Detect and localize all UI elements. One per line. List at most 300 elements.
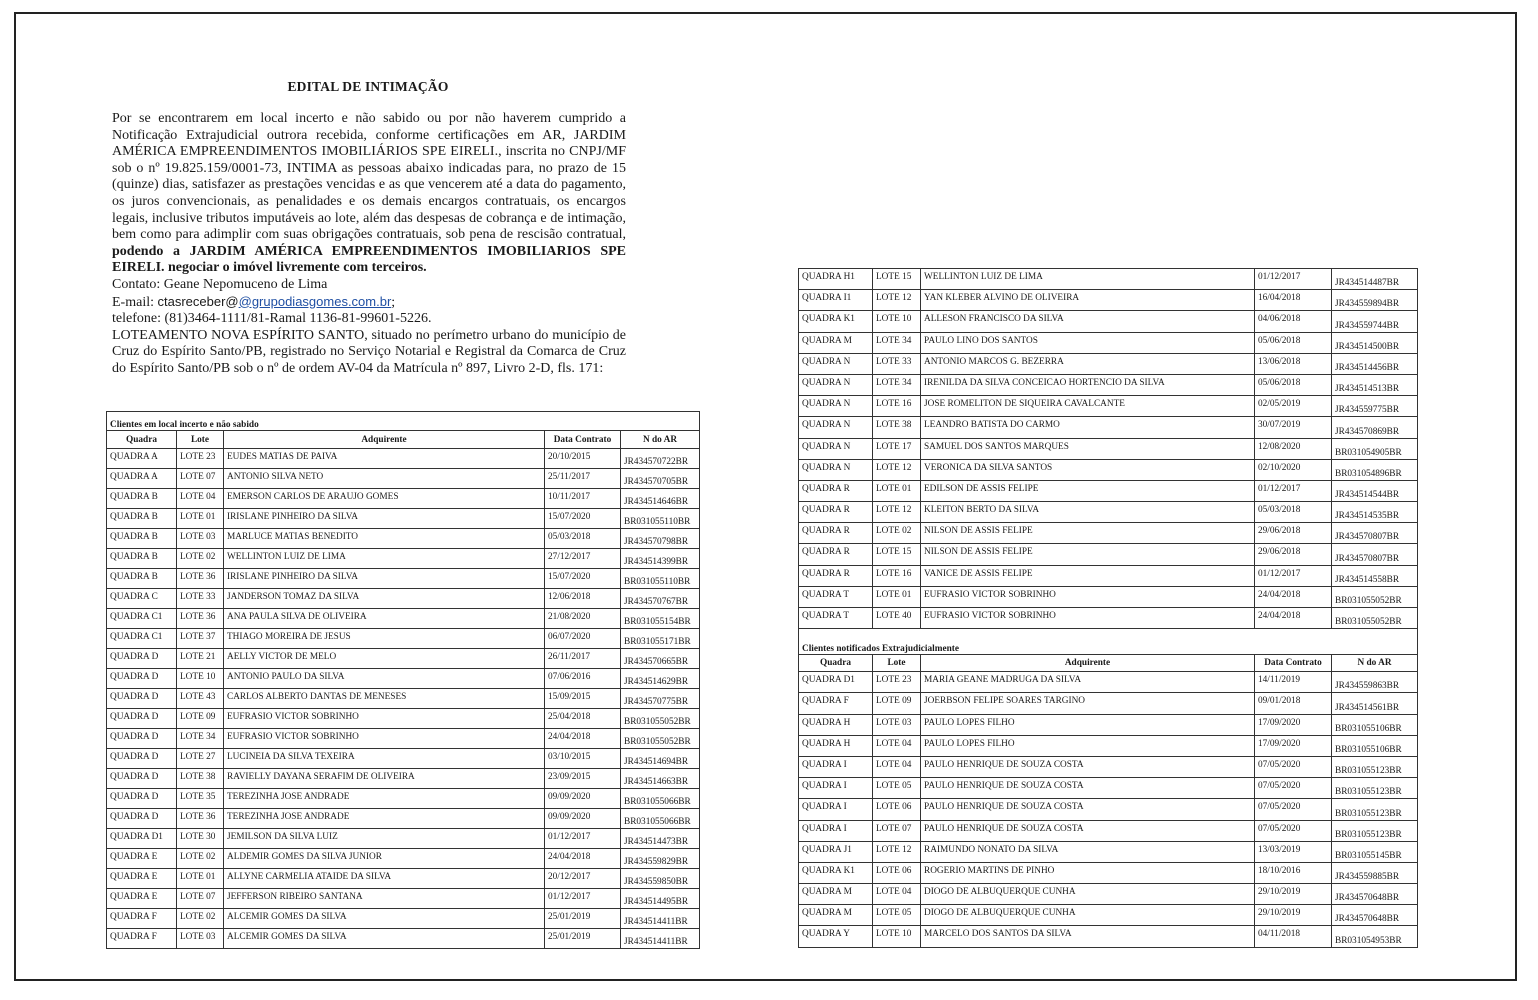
cell-quadra: QUADRA D1 bbox=[799, 672, 873, 693]
cell-data-contrato: 05/06/2018 bbox=[1255, 374, 1332, 395]
table-row bbox=[799, 290, 1418, 311]
table-row bbox=[107, 689, 700, 709]
cell-data-contrato: 24/04/2018 bbox=[545, 729, 621, 749]
cell-lote: LOTE 02 bbox=[873, 523, 921, 544]
cell-lote: LOTE 05 bbox=[873, 778, 921, 799]
cell-adquirente: IRISLANE PINHEIRO DA SILVA bbox=[224, 569, 545, 589]
cell-lote: LOTE 15 bbox=[873, 544, 921, 565]
cell-lote: LOTE 34 bbox=[873, 374, 921, 395]
cell-numero-ar: JR434570798BR bbox=[621, 529, 700, 549]
table-row bbox=[107, 829, 700, 849]
cell-quadra: QUADRA N bbox=[799, 438, 873, 459]
cell-quadra: QUADRA M bbox=[799, 884, 873, 905]
cell-lote: LOTE 03 bbox=[177, 529, 224, 549]
table-row bbox=[799, 311, 1418, 332]
cell-numero-ar: BR031055123BR bbox=[1332, 799, 1418, 820]
email-label: E-mail: bbox=[112, 294, 158, 310]
cell-lote: LOTE 06 bbox=[873, 862, 921, 883]
cell-quadra: QUADRA H bbox=[799, 735, 873, 756]
cell-quadra: QUADRA D bbox=[107, 689, 177, 709]
cell-numero-ar: JR434570665BR bbox=[621, 649, 700, 669]
table-row bbox=[107, 489, 700, 509]
cell-quadra: QUADRA M bbox=[799, 332, 873, 353]
cell-quadra: QUADRA I bbox=[799, 756, 873, 777]
cell-lote: LOTE 34 bbox=[873, 332, 921, 353]
cell-lote: LOTE 10 bbox=[873, 926, 921, 947]
cell-data-contrato: 25/04/2018 bbox=[545, 709, 621, 729]
document-title: EDITAL DE INTIMAÇÃO bbox=[287, 79, 449, 94]
table-row bbox=[107, 649, 700, 669]
cell-data-contrato: 30/07/2019 bbox=[1255, 417, 1332, 438]
cell-lote: LOTE 16 bbox=[873, 565, 921, 586]
cell-adquirente: IRISLANE PINHEIRO DA SILVA bbox=[224, 509, 545, 529]
cell-data-contrato: 13/06/2018 bbox=[1255, 353, 1332, 374]
cell-data-contrato: 03/10/2015 bbox=[545, 749, 621, 769]
cell-adquirente: AELLY VICTOR DE MELO bbox=[224, 649, 545, 669]
table-spacer-row bbox=[799, 629, 1418, 645]
cell-adquirente: ALDEMIR GOMES DA SILVA JUNIOR bbox=[224, 849, 545, 869]
cell-quadra: QUADRA N bbox=[799, 396, 873, 417]
cell-data-contrato: 16/04/2018 bbox=[1255, 290, 1332, 311]
cell-quadra: QUADRA B bbox=[107, 509, 177, 529]
cell-data-contrato: 07/05/2020 bbox=[1255, 820, 1332, 841]
cell-quadra: QUADRA D1 bbox=[107, 829, 177, 849]
cell-adquirente: LEANDRO BATISTA DO CARMO bbox=[921, 417, 1255, 438]
cell-adquirente: EDILSON DE ASSIS FELIPE bbox=[921, 480, 1255, 501]
table-row bbox=[107, 549, 700, 569]
cell-numero-ar: JR434514473BR bbox=[621, 829, 700, 849]
cell-data-contrato: 05/03/2018 bbox=[1255, 502, 1332, 523]
column-header: N do AR bbox=[621, 431, 700, 449]
table-row bbox=[107, 749, 700, 769]
cell-quadra: QUADRA N bbox=[799, 374, 873, 395]
cell-data-contrato: 20/12/2017 bbox=[545, 869, 621, 889]
table-right bbox=[798, 268, 1418, 948]
cell-numero-ar: JR434514399BR bbox=[621, 549, 700, 569]
cell-quadra: QUADRA C1 bbox=[107, 609, 177, 629]
cell-data-contrato: 05/03/2018 bbox=[545, 529, 621, 549]
cell-adquirente: EUFRASIO VICTOR SOBRINHO bbox=[921, 608, 1255, 629]
cell-data-contrato: 17/09/2020 bbox=[1255, 714, 1332, 735]
cell-data-contrato: 01/12/2017 bbox=[545, 889, 621, 909]
cell-numero-ar: JR434514558BR bbox=[1332, 565, 1418, 586]
table-caption-row bbox=[799, 644, 1418, 655]
table-spacer bbox=[799, 629, 1418, 645]
table-body bbox=[799, 269, 1418, 629]
cell-numero-ar: JR434514411BR bbox=[621, 929, 700, 949]
cell-lote: LOTE 30 bbox=[177, 829, 224, 849]
table-row bbox=[107, 669, 700, 689]
cell-quadra: QUADRA A bbox=[107, 469, 177, 489]
cell-data-contrato: 29/06/2018 bbox=[1255, 544, 1332, 565]
table-row bbox=[799, 778, 1418, 799]
cell-lote: LOTE 03 bbox=[177, 929, 224, 949]
email-line bbox=[112, 294, 626, 312]
cell-lote: LOTE 01 bbox=[873, 480, 921, 501]
cell-lote: LOTE 33 bbox=[873, 353, 921, 374]
cell-adquirente: IRENILDA DA SILVA CONCEICAO HORTENCIO DA SILVA bbox=[921, 374, 1255, 395]
cell-numero-ar: BR031055106BR bbox=[1332, 735, 1418, 756]
cell-data-contrato: 04/11/2018 bbox=[1255, 926, 1332, 947]
cell-numero-ar: JR434570807BR bbox=[1332, 544, 1418, 565]
cell-quadra: QUADRA D bbox=[107, 729, 177, 749]
cell-lote: LOTE 07 bbox=[873, 820, 921, 841]
table-row bbox=[799, 841, 1418, 862]
cell-lote: LOTE 04 bbox=[873, 884, 921, 905]
table-row bbox=[799, 269, 1418, 290]
table-row bbox=[107, 929, 700, 949]
cell-adquirente: JANDERSON TOMAZ DA SILVA bbox=[224, 589, 545, 609]
cell-data-contrato: 29/10/2019 bbox=[1255, 884, 1332, 905]
table-row bbox=[799, 862, 1418, 883]
cell-numero-ar: BR031054905BR bbox=[1332, 438, 1418, 459]
cell-numero-ar: BR031054953BR bbox=[1332, 926, 1418, 947]
cell-numero-ar: JR434514487BR bbox=[1332, 269, 1418, 290]
table-row bbox=[799, 608, 1418, 629]
email-user: ctasreceber@ bbox=[157, 293, 239, 309]
table-row bbox=[799, 884, 1418, 905]
cell-adquirente: EUFRASIO VICTOR SOBRINHO bbox=[224, 729, 545, 749]
cell-quadra: QUADRA C1 bbox=[107, 629, 177, 649]
cell-data-contrato: 27/12/2017 bbox=[545, 549, 621, 569]
cell-numero-ar: BR031055123BR bbox=[1332, 820, 1418, 841]
cell-adquirente: ANTONIO PAULO DA SILVA bbox=[224, 669, 545, 689]
table-caption: Clientes notificados Extrajudicialmente bbox=[799, 644, 1418, 655]
cell-data-contrato: 01/12/2017 bbox=[1255, 480, 1332, 501]
table-row bbox=[799, 799, 1418, 820]
table-row bbox=[107, 729, 700, 749]
cell-data-contrato: 18/10/2016 bbox=[1255, 862, 1332, 883]
cell-quadra: QUADRA Y bbox=[799, 926, 873, 947]
table-row bbox=[107, 809, 700, 829]
cell-data-contrato: 25/01/2019 bbox=[545, 929, 621, 949]
column-header: Quadra bbox=[107, 431, 177, 449]
cell-lote: LOTE 34 bbox=[177, 729, 224, 749]
cell-numero-ar: JR434559885BR bbox=[1332, 862, 1418, 883]
cell-adquirente: NILSON DE ASSIS FELIPE bbox=[921, 523, 1255, 544]
table-row bbox=[107, 529, 700, 549]
cell-quadra: QUADRA D bbox=[107, 769, 177, 789]
cell-data-contrato: 09/09/2020 bbox=[545, 789, 621, 809]
cell-data-contrato: 02/05/2019 bbox=[1255, 396, 1332, 417]
notice-paragraph-normal: Por se encontrarem em local incerto e não sabido ou por não haverem cumprido a Notificação Extrajudicial outrora recebida, conforme certificações em AR, JARDIM AMÉRICA EMPREENDIMENTOS IMOBILIÁRIOS SPE EIRELI., inscrita no CNPJ/MF sob o nº 19.825.159/0001-73, INTIMA as pessoas abaixo indicadas para, no prazo de 15 (quinze) dias, satisfazer as prestações vencidas e as que vencerem até a data do pagamento, os juros convencionais, as penalidades e os demais encargos contratuais, os encargos legais, inclusive tributos imputáveis ao lote, além das despesas de cobrança e de intimação, bem como para adimplir com suas obrigações contratuais, sob pena de rescisão contratual, bbox=[112, 111, 626, 243]
cell-adquirente: YAN KLEBER ALVINO DE OLIVEIRA bbox=[921, 290, 1255, 311]
table-header-row bbox=[107, 431, 700, 449]
cell-adquirente: DIOGO DE ALBUQUERQUE CUNHA bbox=[921, 884, 1255, 905]
cell-lote: LOTE 38 bbox=[873, 417, 921, 438]
cell-data-contrato: 02/10/2020 bbox=[1255, 459, 1332, 480]
cell-data-contrato: 29/06/2018 bbox=[1255, 523, 1332, 544]
cell-numero-ar: JR434514495BR bbox=[621, 889, 700, 909]
cell-adquirente: JEFFERSON RIBEIRO SANTANA bbox=[224, 889, 545, 909]
cell-numero-ar: JR434514561BR bbox=[1332, 693, 1418, 714]
cell-lote: LOTE 02 bbox=[177, 909, 224, 929]
cell-lote: LOTE 40 bbox=[873, 608, 921, 629]
cell-adquirente: PAULO HENRIQUE DE SOUZA COSTA bbox=[921, 799, 1255, 820]
cell-quadra: QUADRA D bbox=[107, 649, 177, 669]
cell-adquirente: PAULO HENRIQUE DE SOUZA COSTA bbox=[921, 820, 1255, 841]
cell-data-contrato: 20/10/2015 bbox=[545, 449, 621, 469]
cell-quadra: QUADRA F bbox=[799, 693, 873, 714]
cell-lote: LOTE 03 bbox=[873, 714, 921, 735]
cell-adquirente: NILSON DE ASSIS FELIPE bbox=[921, 544, 1255, 565]
cell-data-contrato: 04/06/2018 bbox=[1255, 311, 1332, 332]
cell-data-contrato: 01/12/2017 bbox=[1255, 565, 1332, 586]
cell-adquirente: EMERSON CARLOS DE ARAUJO GOMES bbox=[224, 489, 545, 509]
cell-lote: LOTE 01 bbox=[873, 586, 921, 607]
email-end: ; bbox=[391, 294, 396, 310]
table-row bbox=[799, 693, 1418, 714]
cell-data-contrato: 15/09/2015 bbox=[545, 689, 621, 709]
cell-numero-ar: JR434514694BR bbox=[621, 749, 700, 769]
cell-quadra: QUADRA E bbox=[107, 889, 177, 909]
cell-adquirente: KLEITON BERTO DA SILVA bbox=[921, 502, 1255, 523]
cell-quadra: QUADRA N bbox=[799, 353, 873, 374]
cell-lote: LOTE 04 bbox=[873, 735, 921, 756]
cell-numero-ar: JR434514513BR bbox=[1332, 374, 1418, 395]
cell-adquirente: PAULO LOPES FILHO bbox=[921, 714, 1255, 735]
cell-quadra: QUADRA A bbox=[107, 449, 177, 469]
table-row bbox=[799, 905, 1418, 926]
cell-adquirente: ANTONIO MARCOS G. BEZERRA bbox=[921, 353, 1255, 374]
cell-data-contrato: 29/10/2019 bbox=[1255, 905, 1332, 926]
table-caption: Clientes em local incerto e não sabido bbox=[107, 412, 700, 431]
table-row bbox=[107, 609, 700, 629]
cell-data-contrato: 23/09/2015 bbox=[545, 769, 621, 789]
cell-lote: LOTE 01 bbox=[177, 509, 224, 529]
cell-numero-ar: BR031055110BR bbox=[621, 569, 700, 589]
table-row bbox=[799, 586, 1418, 607]
cell-lote: LOTE 06 bbox=[873, 799, 921, 820]
cell-numero-ar: JR434570722BR bbox=[621, 449, 700, 469]
cell-quadra: QUADRA F bbox=[107, 909, 177, 929]
cell-lote: LOTE 05 bbox=[873, 905, 921, 926]
cell-data-contrato: 07/05/2020 bbox=[1255, 799, 1332, 820]
cell-adquirente: PAULO HENRIQUE DE SOUZA COSTA bbox=[921, 756, 1255, 777]
table-row bbox=[799, 926, 1418, 947]
cell-adquirente: SAMUEL DOS SANTOS MARQUES bbox=[921, 438, 1255, 459]
cell-quadra: QUADRA J1 bbox=[799, 841, 873, 862]
cell-lote: LOTE 07 bbox=[177, 469, 224, 489]
cell-quadra: QUADRA I bbox=[799, 820, 873, 841]
cell-adquirente: PAULO LOPES FILHO bbox=[921, 735, 1255, 756]
cell-numero-ar: JR434514663BR bbox=[621, 769, 700, 789]
table-incerto-left bbox=[106, 411, 700, 949]
cell-adquirente: CARLOS ALBERTO DANTAS DE MENESES bbox=[224, 689, 545, 709]
cell-numero-ar: JR434514411BR bbox=[621, 909, 700, 929]
cell-numero-ar: BR031055171BR bbox=[621, 629, 700, 649]
table-row bbox=[799, 353, 1418, 374]
cell-numero-ar: BR031055066BR bbox=[621, 789, 700, 809]
cell-data-contrato: 24/04/2018 bbox=[1255, 586, 1332, 607]
cell-data-contrato: 17/09/2020 bbox=[1255, 735, 1332, 756]
cell-adquirente: VERONICA DA SILVA SANTOS bbox=[921, 459, 1255, 480]
column-header: Adquirente bbox=[921, 655, 1255, 672]
cell-quadra: QUADRA R bbox=[799, 565, 873, 586]
cell-lote: LOTE 09 bbox=[873, 693, 921, 714]
cell-numero-ar: BR031055106BR bbox=[1332, 714, 1418, 735]
cell-numero-ar: JR434559894BR bbox=[1332, 290, 1418, 311]
cell-quadra: QUADRA B bbox=[107, 529, 177, 549]
cell-adquirente: ANA PAULA SILVA DE OLIVEIRA bbox=[224, 609, 545, 629]
cell-adquirente: PAULO HENRIQUE DE SOUZA COSTA bbox=[921, 778, 1255, 799]
table-body bbox=[799, 672, 1418, 947]
cell-lote: LOTE 12 bbox=[873, 841, 921, 862]
table-row bbox=[107, 709, 700, 729]
column-header: Lote bbox=[177, 431, 224, 449]
table-row bbox=[799, 502, 1418, 523]
column-header: Adquirente bbox=[224, 431, 545, 449]
table-row bbox=[799, 672, 1418, 693]
cell-quadra: QUADRA B bbox=[107, 489, 177, 509]
cell-numero-ar: JR434559863BR bbox=[1332, 672, 1418, 693]
cell-numero-ar: BR031055052BR bbox=[621, 729, 700, 749]
table-row bbox=[799, 374, 1418, 395]
cell-adquirente: JEMILSON DA SILVA LUIZ bbox=[224, 829, 545, 849]
cell-lote: LOTE 04 bbox=[177, 489, 224, 509]
table-row bbox=[799, 438, 1418, 459]
email-link[interactable]: @grupodiasgomes.com.br bbox=[238, 293, 392, 309]
cell-quadra: QUADRA R bbox=[799, 523, 873, 544]
cell-adquirente: VANICE DE ASSIS FELIPE bbox=[921, 565, 1255, 586]
cell-data-contrato: 01/12/2017 bbox=[545, 829, 621, 849]
cell-numero-ar: JR434570775BR bbox=[621, 689, 700, 709]
cell-numero-ar: JR434514646BR bbox=[621, 489, 700, 509]
cell-adquirente: PAULO LINO DOS SANTOS bbox=[921, 332, 1255, 353]
cell-numero-ar: JR434559744BR bbox=[1332, 311, 1418, 332]
cell-quadra: QUADRA R bbox=[799, 502, 873, 523]
cell-quadra: QUADRA E bbox=[107, 869, 177, 889]
cell-adquirente: ALCEMIR GOMES DA SILVA bbox=[224, 929, 545, 949]
cell-quadra: QUADRA I bbox=[799, 778, 873, 799]
cell-lote: LOTE 36 bbox=[177, 809, 224, 829]
cell-numero-ar: JR434570648BR bbox=[1332, 905, 1418, 926]
cell-adquirente: LUCINEIA DA SILVA TEXEIRA bbox=[224, 749, 545, 769]
cell-lote: LOTE 10 bbox=[873, 311, 921, 332]
cell-data-contrato: 25/11/2017 bbox=[545, 469, 621, 489]
column-header: Lote bbox=[873, 655, 921, 672]
cell-quadra: QUADRA H bbox=[799, 714, 873, 735]
cell-adquirente: TEREZINHA JOSE ANDRADE bbox=[224, 789, 545, 809]
table-row bbox=[107, 469, 700, 489]
cell-quadra: QUADRA T bbox=[799, 608, 873, 629]
cell-adquirente: MARCELO DOS SANTOS DA SILVA bbox=[921, 926, 1255, 947]
cell-numero-ar: JR434514535BR bbox=[1332, 502, 1418, 523]
cell-quadra: QUADRA C bbox=[107, 589, 177, 609]
table-row bbox=[799, 735, 1418, 756]
cell-numero-ar: BR031055052BR bbox=[1332, 586, 1418, 607]
table-row bbox=[799, 565, 1418, 586]
table-body bbox=[107, 449, 700, 949]
cell-numero-ar: JR434570807BR bbox=[1332, 523, 1418, 544]
cell-adquirente: JOERBSON FELIPE SOARES TARGINO bbox=[921, 693, 1255, 714]
cell-adquirente: EUFRASIO VICTOR SOBRINHO bbox=[224, 709, 545, 729]
cell-data-contrato: 05/06/2018 bbox=[1255, 332, 1332, 353]
cell-quadra: QUADRA E bbox=[107, 849, 177, 869]
cell-adquirente: RAVIELLY DAYANA SERAFIM DE OLIVEIRA bbox=[224, 769, 545, 789]
cell-adquirente: WELLINTON LUIZ DE LIMA bbox=[921, 269, 1255, 290]
cell-data-contrato: 06/07/2020 bbox=[545, 629, 621, 649]
cell-numero-ar: BR031054896BR bbox=[1332, 459, 1418, 480]
table-row bbox=[107, 869, 700, 889]
cell-quadra: QUADRA B bbox=[107, 549, 177, 569]
cell-quadra: QUADRA D bbox=[107, 669, 177, 689]
cell-numero-ar: BR031055154BR bbox=[621, 609, 700, 629]
cell-numero-ar: JR434514544BR bbox=[1332, 480, 1418, 501]
cell-adquirente: JOSE ROMELITON DE SIQUEIRA CAVALCANTE bbox=[921, 396, 1255, 417]
cell-quadra: QUADRA F bbox=[107, 929, 177, 949]
cell-data-contrato: 10/11/2017 bbox=[545, 489, 621, 509]
cell-adquirente: ALLESON FRANCISCO DA SILVA bbox=[921, 311, 1255, 332]
cell-numero-ar: BR031055110BR bbox=[621, 509, 700, 529]
contact-line: Contato: Geane Nepomuceno de Lima bbox=[112, 276, 328, 292]
loteamento-paragraph: LOTEAMENTO NOVA ESPÍRITO SANTO, situado no perímetro urbano do município de Cruz do Espírito Santo/PB, registrado no Serviço Notarial e Registral da Comarca de Cruz do Espírito Santo/PB sob o nº de ordem AV-04 da Matrícula nº 897, Livro 2-D, fls. 171: bbox=[112, 327, 626, 376]
cell-quadra: QUADRA N bbox=[799, 459, 873, 480]
cell-adquirente: RAIMUNDO NONATO DA SILVA bbox=[921, 841, 1255, 862]
table-row bbox=[107, 449, 700, 469]
cell-lote: LOTE 23 bbox=[873, 672, 921, 693]
table-row bbox=[799, 417, 1418, 438]
cell-lote: LOTE 02 bbox=[177, 849, 224, 869]
cell-data-contrato: 07/05/2020 bbox=[1255, 778, 1332, 799]
table-row bbox=[799, 714, 1418, 735]
table-row bbox=[799, 523, 1418, 544]
cell-data-contrato: 14/11/2019 bbox=[1255, 672, 1332, 693]
cell-lote: LOTE 43 bbox=[177, 689, 224, 709]
cell-lote: LOTE 02 bbox=[177, 549, 224, 569]
cell-data-contrato: 24/04/2018 bbox=[545, 849, 621, 869]
cell-lote: LOTE 37 bbox=[177, 629, 224, 649]
cell-adquirente: DIOGO DE ALBUQUERQUE CUNHA bbox=[921, 905, 1255, 926]
table-row bbox=[799, 396, 1418, 417]
table-row bbox=[799, 820, 1418, 841]
cell-numero-ar: JR434570767BR bbox=[621, 589, 700, 609]
cell-data-contrato: 12/06/2018 bbox=[545, 589, 621, 609]
cell-lote: LOTE 33 bbox=[177, 589, 224, 609]
cell-quadra: QUADRA K1 bbox=[799, 311, 873, 332]
table-row bbox=[107, 789, 700, 809]
cell-lote: LOTE 12 bbox=[873, 502, 921, 523]
cell-lote: LOTE 12 bbox=[873, 290, 921, 311]
cell-lote: LOTE 36 bbox=[177, 569, 224, 589]
cell-numero-ar: BR031055123BR bbox=[1332, 756, 1418, 777]
table-row bbox=[107, 889, 700, 909]
cell-numero-ar: JR434570869BR bbox=[1332, 417, 1418, 438]
cell-quadra: QUADRA B bbox=[107, 569, 177, 589]
phone-line: telefone: (81)3464-1111/81-Ramal 1136-81-99601-5226. bbox=[112, 311, 432, 327]
column-header: N do AR bbox=[1332, 655, 1418, 672]
cell-numero-ar: JR434570648BR bbox=[1332, 884, 1418, 905]
cell-quadra: QUADRA D bbox=[107, 709, 177, 729]
cell-data-contrato: 24/04/2018 bbox=[1255, 608, 1332, 629]
cell-quadra: QUADRA R bbox=[799, 480, 873, 501]
cell-quadra: QUADRA M bbox=[799, 905, 873, 926]
cell-numero-ar: BR031055052BR bbox=[621, 709, 700, 729]
cell-quadra: QUADRA D bbox=[107, 789, 177, 809]
cell-adquirente: TEREZINHA JOSE ANDRADE bbox=[224, 809, 545, 829]
table-row bbox=[799, 459, 1418, 480]
cell-lote: LOTE 21 bbox=[177, 649, 224, 669]
notice-text bbox=[112, 111, 626, 378]
table-header-row bbox=[799, 655, 1418, 672]
cell-data-contrato: 15/07/2020 bbox=[545, 509, 621, 529]
notice-paragraph bbox=[112, 111, 626, 277]
cell-adquirente: WELLINTON LUIZ DE LIMA bbox=[224, 549, 545, 569]
cell-adquirente: ALLYNE CARMELIA ATAIDE DA SILVA bbox=[224, 869, 545, 889]
cell-quadra: QUADRA K1 bbox=[799, 862, 873, 883]
cell-lote: LOTE 07 bbox=[177, 889, 224, 909]
cell-data-contrato: 09/09/2020 bbox=[545, 809, 621, 829]
